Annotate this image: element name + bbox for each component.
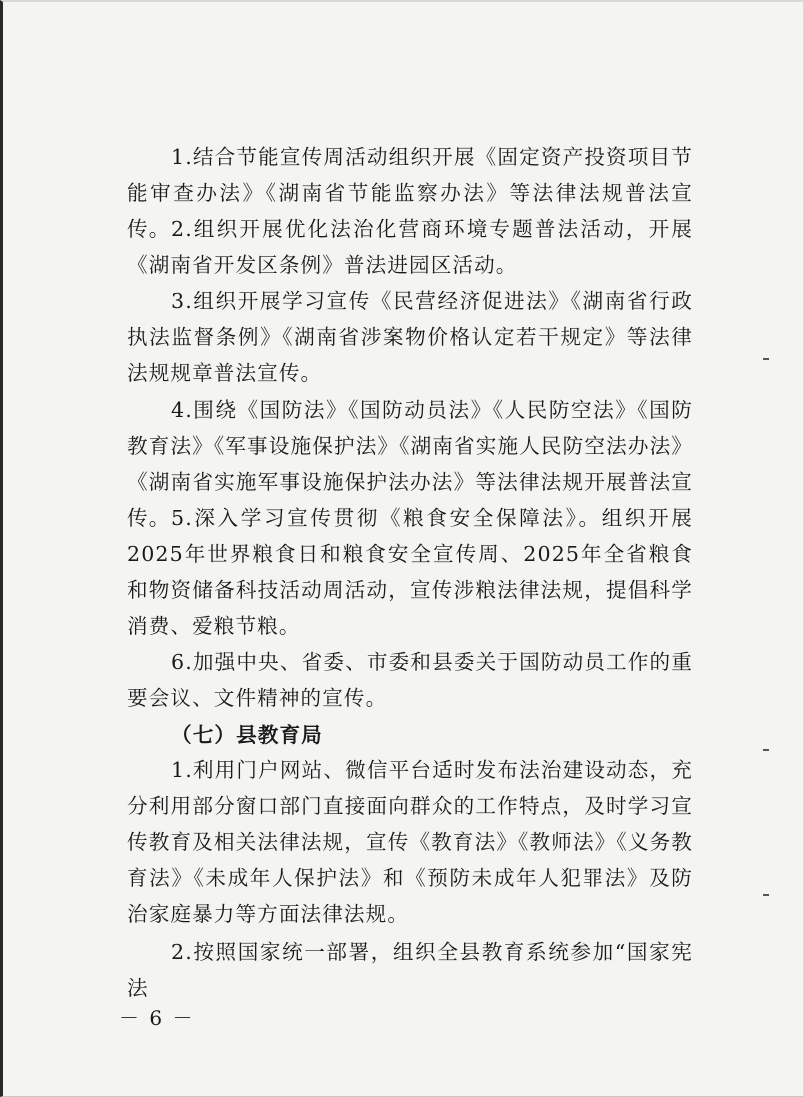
paragraph-3: 3.组织开展学习宣传《民营经济促进法》《湖南省行政执法监督条例》《湖南省涉案物价格认定若干规定》等法律法规规章普法宣传。 — [127, 289, 693, 385]
paragraph-4: 4.围绕《国防法》《国防动员法》《人民防空法》《国防教育法》《军事设施保护法》《湖南省实施人民防空法办法》《湖南省实施军事设施保护法办法》等法律法规开展普法宣传。 — [127, 398, 693, 530]
scan-speck — [763, 894, 769, 896]
page-number: － 6 － — [119, 1006, 195, 1030]
paragraph-1: 1.结合节能宣传周活动组织开展《固定资产投资项目节能审查办法》《湖南省节能监察办法》等法律法规普法宣传。 — [127, 145, 693, 241]
section-paragraph-1: 1.利用门户网站、微信平台适时发布法治建设动态，充分利用部分窗口部门直接面向群众的工作特点，及时学习宣传教育及相关法律法规，宣传《教育法》《教师法》《义务教育法》《未成年人保护法》和《预防未成年人犯罪法》及防治家庭暴力等方面法律法规。 — [127, 758, 693, 926]
paragraph-5: 5.深入学习宣传贯彻《粮食安全保障法》。组织开展2025年世界粮食日和粮食安全宣传周、2025年全省粮食和物资储备科技活动周活动，宣传涉粮法律法规，提倡科学消费、爱粮节粮。 — [127, 506, 693, 638]
paragraph-6: 6.加强中央、省委、市委和县委关于国防动员工作的重要会议、文件精神的宣传。 — [127, 650, 693, 710]
section-paragraph-2: 2.按照国家统一部署，组织全县教育系统参加“国家宪法 — [127, 940, 693, 1000]
section-heading: （七）县教育局 — [171, 723, 323, 747]
scan-speck — [763, 358, 769, 360]
scan-speck — [763, 749, 769, 751]
paragraph-2: 2.组织开展优化法治化营商环境专题普法活动，开展《湖南省开发区条例》普法进园区活动。 — [127, 217, 693, 277]
